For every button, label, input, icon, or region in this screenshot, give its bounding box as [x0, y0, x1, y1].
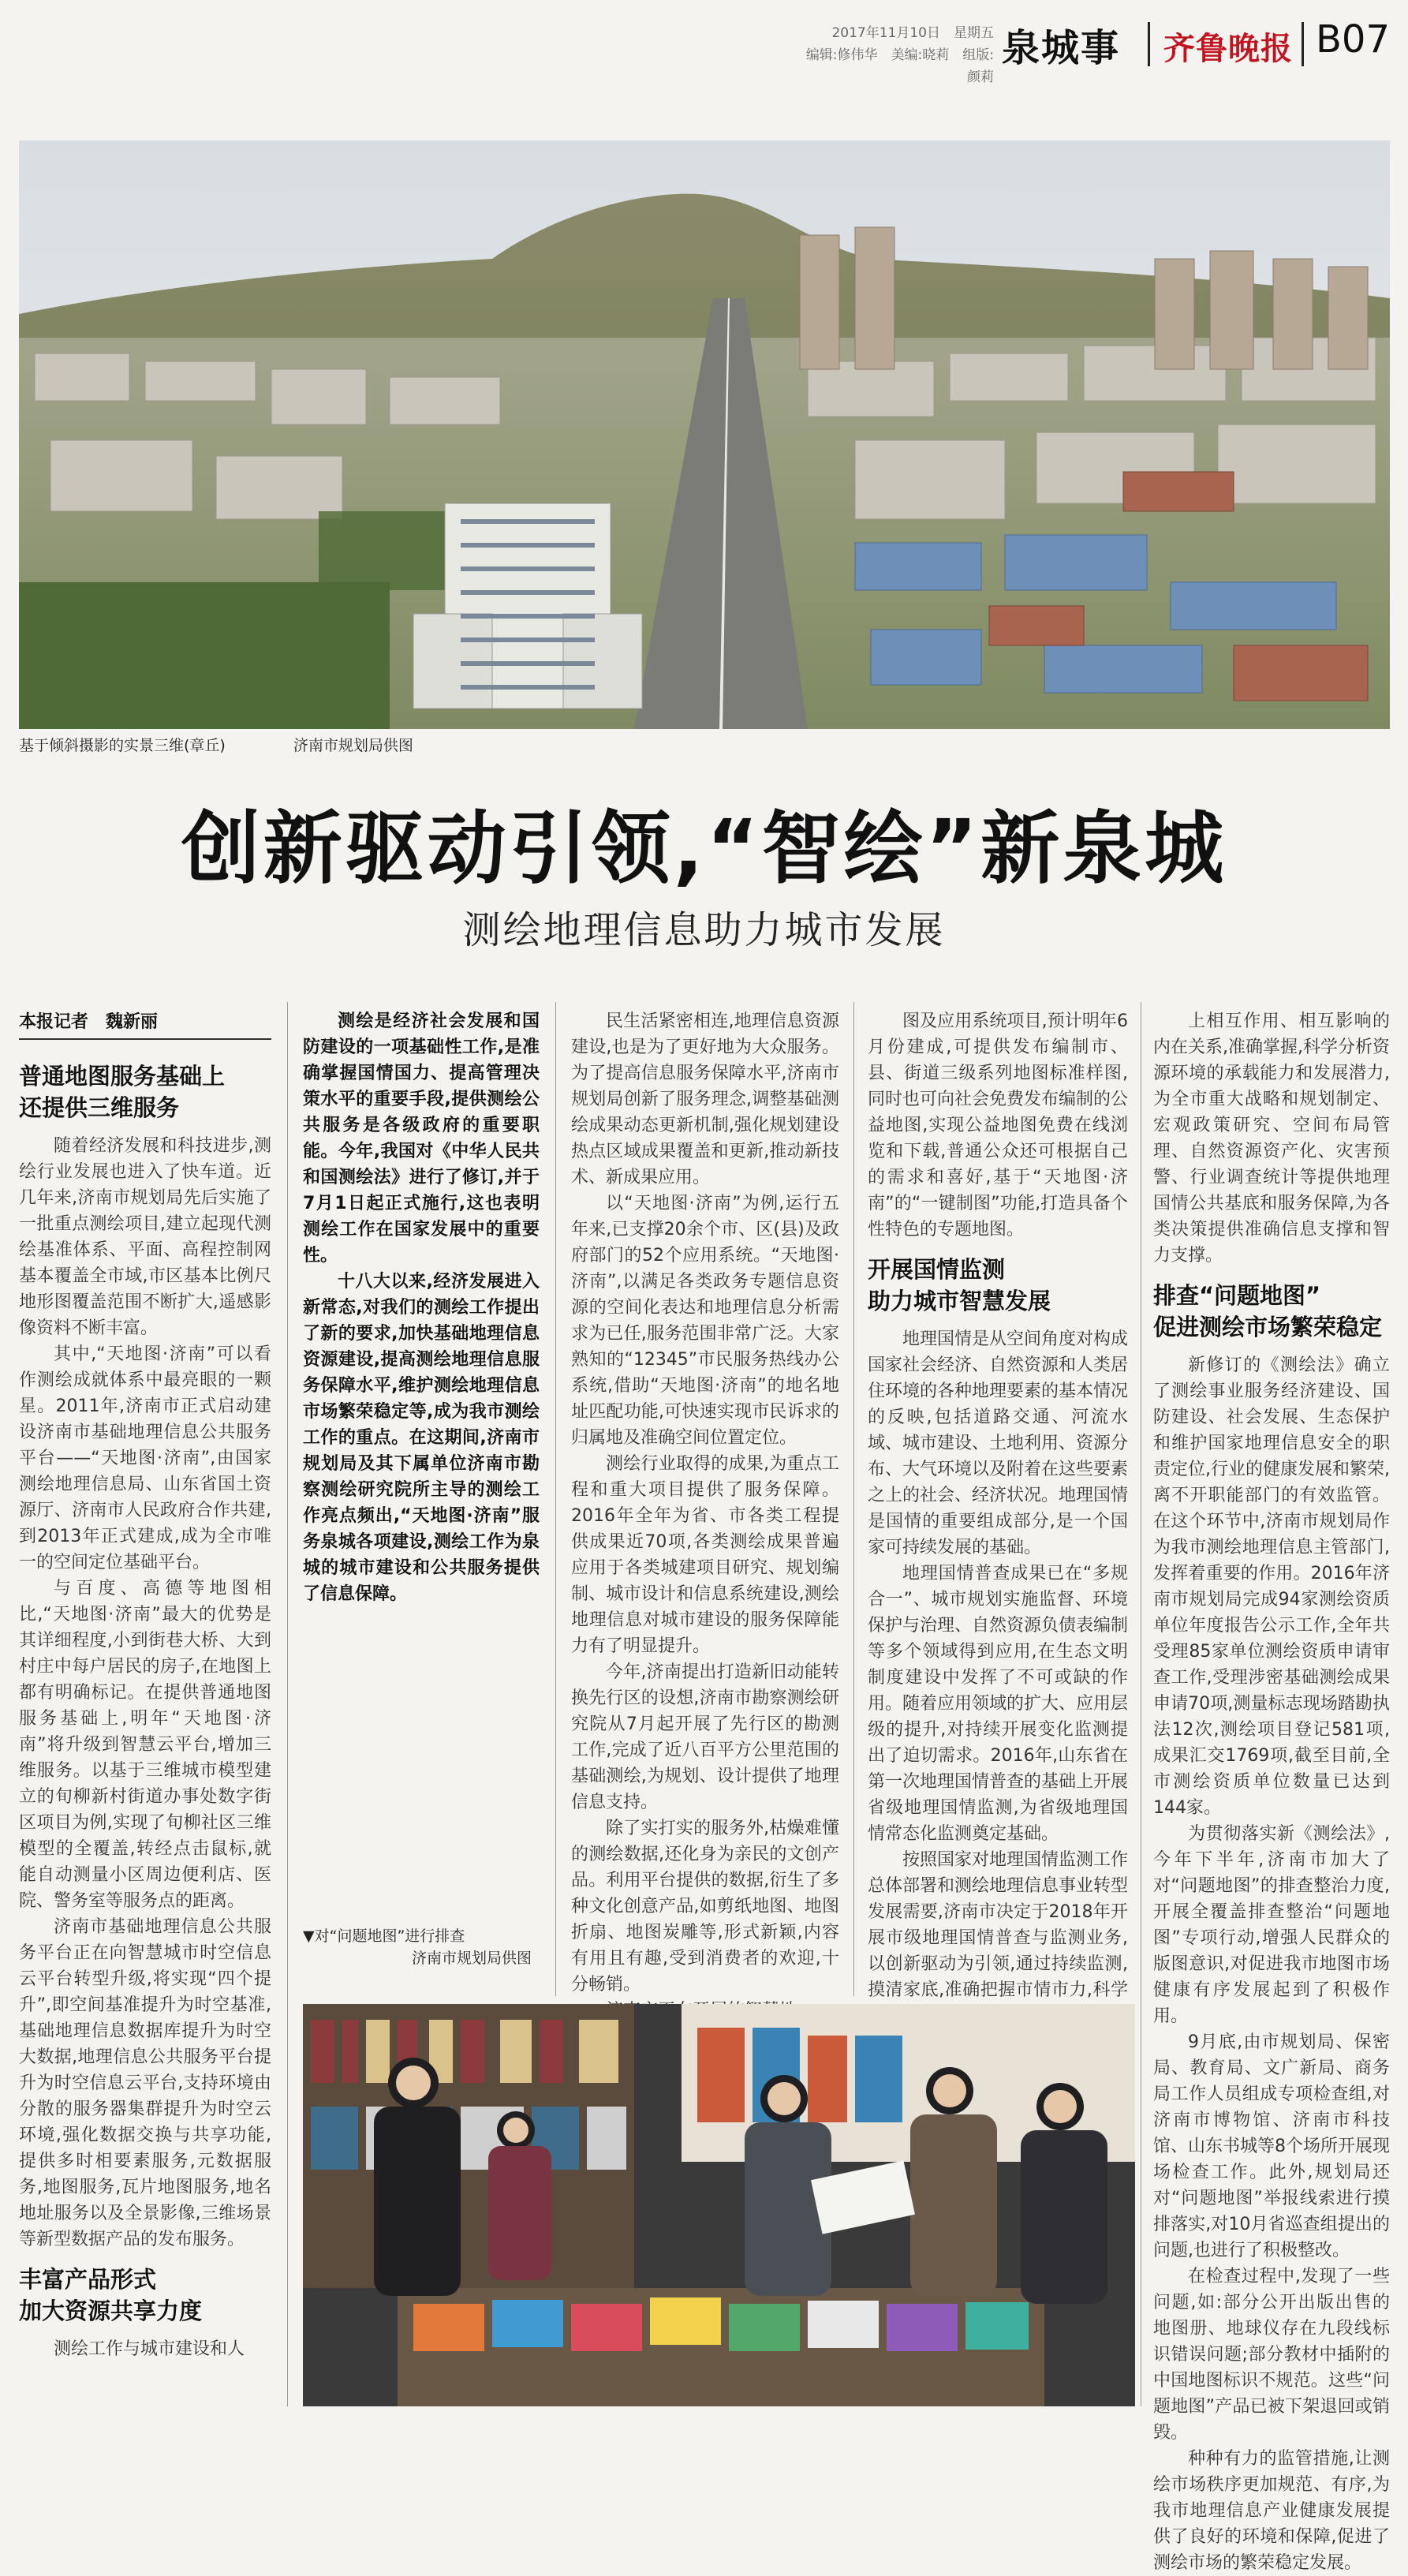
top-photo-caption [19, 734, 476, 755]
column-5 [1153, 1008, 1390, 2576]
column-1 [19, 1049, 271, 2362]
lead-paragraph: 测绘是经济社会发展和国防建设的一项基础性工作,是准确掌握国情国力、提高管理决策水平的重要手段,提供测绘公共服务是各级政府的重要职能。今年,我国对《中华人民共和国测绘法》进行了修订,并于7月1日起正式施行,这也表明测绘工作在国家发展中的重要性。 [303, 1011, 540, 1266]
header-divider [1302, 22, 1304, 66]
paragraph: 测绘行业取得的成果,为重点工程和重大项目提供了服务保障。2016年全年为省、市各类工程提供成果近70项,各类测绘成果普遍应用于各类城建项目研究、规划编制、城市设计和信息系统建设,测绘地理信息对城市建设的服务保障能力有了明显提升。 [571, 1454, 839, 1656]
paragraph: 种种有力的监管措施,让测绘市场秩序更加规范、有序,为我市地理信息产业健康发展提供了良好的环境和保障,促进了测绘市场的繁荣稳定发展。 [1153, 2449, 1390, 2573]
paragraph: 9月底,由市规划局、保密局、教育局、文广新局、商务局工作人员组成专项检查组,对济南市博物馆、济南市科技馆、山东书城等8个场所开展现场检查工作。此外,规划局还对“问题地图”举报线索进行摸排落实,对10月省巡查组提出的问题,也进行了积极整改。 [1153, 2032, 1390, 2260]
top-photo-3d-city [19, 140, 1390, 729]
column-divider [555, 1002, 556, 1996]
paragraph: 除了实打实的服务外,枯燥难懂的测绘数据,还化身为亲民的文创产品。利用平台提供的数据,衍生了多种文化创意产品,如剪纸地图、地图折扇、地图炭雕等,形式新颖,内容有用且有趣,受到消费者的欢迎,十分畅销。 [571, 1819, 839, 1995]
top-photo-credit: 济南市规划局供图 [293, 737, 413, 754]
paragraph: 其中,“天地图·济南”可以看作测绘成就体系中最亮眼的一颗星。2011年,济南市正式启动建设济南市基础地理信息公共服务平台——“天地图·济南”,由国家测绘地理信息局、山东省国土资源厅、济南市人民政府合作共建,到2013年正式建成,成为全市唯一的空间定位基础平台。 [19, 1344, 271, 1572]
paragraph: 地理国情普查成果已在“多规合一”、城市规划实施监督、环境保护与治理、自然资源负债表编制等多个领域得到应用,在生态文明制度建设中发挥了不可或缺的作用。随着应用领域的扩大、应用层级的提升,对持续开展变化监测提出了迫切需求。2016年,山东省在第一次地理国情普查的基础上开展省级地理国情监测,为省级地理国情常态化监测奠定基础。 [868, 1564, 1129, 1844]
paragraph: 随着经济发展和科技进步,测绘行业发展也进入了快车道。近几年来,济南市规划局先后实施了一批重点测绘项目,建立起现代测绘基准体系、平面、高程控制网基本覆盖全市域,市区基本比例尺地形图覆盖范围不断扩大,遥感影像资料不断丰富。 [19, 1136, 271, 1338]
lead-paragraph: 十八大以来,经济发展进入新常态,对我们的测绘工作提出了新的要求,加快基础地理信息资源建设,提高测绘地理信息服务保障水平,维护测绘地理信息市场繁荣稳定等,成为我市测绘工作的重点。在这期间,济南市规划局及其下属单位济南市勘察测绘研究院所主导的测绘工作亮点频出,“天地图·济南”服务泉城各项建设,测绘工作为泉城的城市建设和公共服务提供了信息保障。 [303, 1272, 540, 1604]
paragraph: 上相互作用、相互影响的内在关系,准确掌握,科学分析资源环境的承载能力和发展潜力,为全市重大战略和规划制定、宏观政策研究、空间布局管理、自然资源资产化、灾害预警、行业调查统计等提供地理国情公共基底和服务保障,为各类决策提供准确信息支撑和智力支撑。 [1153, 1011, 1390, 1266]
bottom-photo-caption-text: ▼对“问题地图”进行排查 [303, 1927, 465, 1945]
column-3 [571, 1008, 839, 2024]
aerial-city-illustration [19, 140, 1390, 729]
paragraph: 测绘工作与城市建设和人 [54, 2339, 245, 2359]
header-meta [805, 22, 994, 88]
section-heading-4: 排查“问题地图” 促进测绘市场繁荣稳定 [1153, 1282, 1383, 1340]
header-divider [1148, 22, 1150, 66]
column-2-lead [303, 1008, 540, 1607]
section-heading-2: 丰富产品形式 加大资源共享力度 [19, 2266, 203, 2324]
byline-rule [19, 1038, 271, 1040]
main-headline: 创新驱动引领,“智绘”新泉城 [181, 802, 1227, 895]
page-number: B07 [1316, 17, 1391, 62]
paragraph: 为贯彻落实新《测绘法》,今年下半年,济南市加大了对“问题地图”的排查整治力度,开展全覆盖排查整治“问题地图”专项行动,增强人民群众的版图意识,对促进我市地图市场健康有序发展起到了积极作用。 [1153, 1824, 1390, 2026]
paragraph: 济南市基础地理信息公共服务平台正在向智慧城市时空信息云平台转型升级,将实现“四个提升”,即空间基准提升为时空基准,基础地理信息数据库提升为时空大数据,地理信息公共服务平台提升为时空信息云平台,支持环境由分散的服务器集群提升为时空云环境,强化数据交换与共享功能,提供多时相要素服务,元数据服务,地图服务,瓦片地图服务,地名地址服务以及全景影像,三维场景等新型数据产品的发布服务。 [19, 1917, 271, 2249]
section-title: 泉城事 [1002, 26, 1121, 70]
section-heading-3: 开展国情监测 助力城市智慧发展 [868, 1256, 1051, 1314]
paragraph: 与百度、高德等地图相比,“天地图·济南”最大的优势是其详细程度,小到街巷大桥、大到村庄中每户居民的房子,在地图上都有明确标记。在提供普通地图服务基础上,明年“天地图·济南”将升级到智慧云平台,增加三维服务。以基于三维城市模型建立的旬柳新村街道办事处数字街区项目为例,实现了旬柳社区三维模型的全覆盖,转经点击鼠标,就能自动测量小区周边便利店、医院、警务室等服务点的距离。 [19, 1579, 271, 1911]
byline: 本报记者 魏新丽 [19, 1012, 159, 1032]
bottom-photo-map-inspection [303, 2004, 1135, 2406]
paragraph: 图及应用系统项目,预计明年6月份建成,可提供发布编制市、县、街道三级系列地图标准样图,同时也可向社会免费发布编制的公益地图,实现公益地图免费在线浏览和下载,普通公众还可根据自己的需求和喜好,基于“天地图·济南”的“一键制图”功能,打造具备个性特色的专题地图。 [868, 1011, 1129, 1239]
top-photo-caption-text: 基于倾斜摄影的实景三维(章丘) [19, 737, 226, 754]
paragraph: 按照国家对地理国情监测工作总体部署和测绘地理信息事业转型发展需要,济南市决定于2018年开展市级地理国情普查与监测业务,以创新驱动为引领,通过持续监测,摸清家底,准确把握市情市力,科学 [868, 1850, 1129, 2000]
paragraph: 今年,济南提出打造新旧动能转换先行区的设想,济南市勘察测绘研究院从7月起开展了先行区的勘测工作,完成了近八百平方公里范围的基础测绘,为规划、设计提供了地理信息支持。 [571, 1662, 839, 1812]
column-4 [868, 1008, 1128, 2081]
column-divider [287, 1002, 288, 2406]
header-date: 2017年11月10日 星期五 [831, 25, 994, 41]
section-heading-1: 普通地图服务基础上 还提供三维服务 [19, 1063, 226, 1121]
paragraph: 在检查过程中,发现了一些问题,如:部分公开出版出售的地图册、地球仪存在九段线标识错误问题;部分教材中插附的中国地图标识不规范。这些“问题地图”产品已被下架退回或销毁。 [1153, 2267, 1390, 2443]
bottom-photo-caption [303, 1925, 532, 1969]
newspaper-logo: 齐鲁晚报 [1163, 30, 1293, 67]
paragraph: 以“天地图·济南”为例,运行五年来,已支撑20余个市、区(县)及政府部门的52个应用系统。“天地图·济南”,以满足各类政务专题信息资源的空间化表达和地理信息分析需求为已任,服务范围非常广泛。大家熟知的“12345”市民服务热线办公系统,借助“天地图·济南”的地名地址匹配功能,可快速实现市民诉求的归属地及准确空间位置定位。 [571, 1194, 839, 1448]
paragraph: 新修订的《测绘法》确立了测绘事业服务经济建设、国防建设、社会发展、生态保护和维护国家地理信息安全的职责定位,行业的健康发展和繁荣,离不开职能部门的有效监管。在这个环节中,济南市规划局作为我市测绘地理信息主管部门,发挥着重要的作用。2016年济南市规划局完成94家测绘资质单位年度报告公示工作,全年共受理85家单位测绘资质申请审查工作,受理涉密基础测绘成果申请70项,测量标志现场踏勘执法12次,测绘项目登记581项,成果汇交1769项,截至目前,全市测绘资质单位数量已达到144家。 [1153, 1355, 1390, 1818]
paragraph: 民生活紧密相连,地理信息资源建设,也是为了更好地为大众服务。为了提高信息服务保障水平,济南市规划局创新了服务理念,调整基础测绘成果动态更新机制,强化规划建设热点区域成果覆盖和更新,推动新技术、新成果应用。 [571, 1011, 839, 1187]
bookstore-illustration [303, 2004, 1135, 2406]
paragraph: 地理国情是从空间角度对构成国家社会经济、自然资源和人类居住环境的各种地理要素的基本情况的反映,包括道路交通、河流水域、城市建设、土地利用、资源分布、大气环境以及附着在这些要素之上的社会、经济状况。地理国情是国情的重要组成部分,是一个国家可持续发展的基础。 [868, 1329, 1129, 1557]
sub-headline: 测绘地理信息助力城市发展 [462, 908, 946, 952]
bottom-photo-credit: 济南市规划局供图 [411, 1950, 532, 1967]
header-editors: 编辑:修伟华 美编:晓莉 组版:颜莉 [805, 47, 994, 85]
column-divider [853, 1002, 854, 1996]
